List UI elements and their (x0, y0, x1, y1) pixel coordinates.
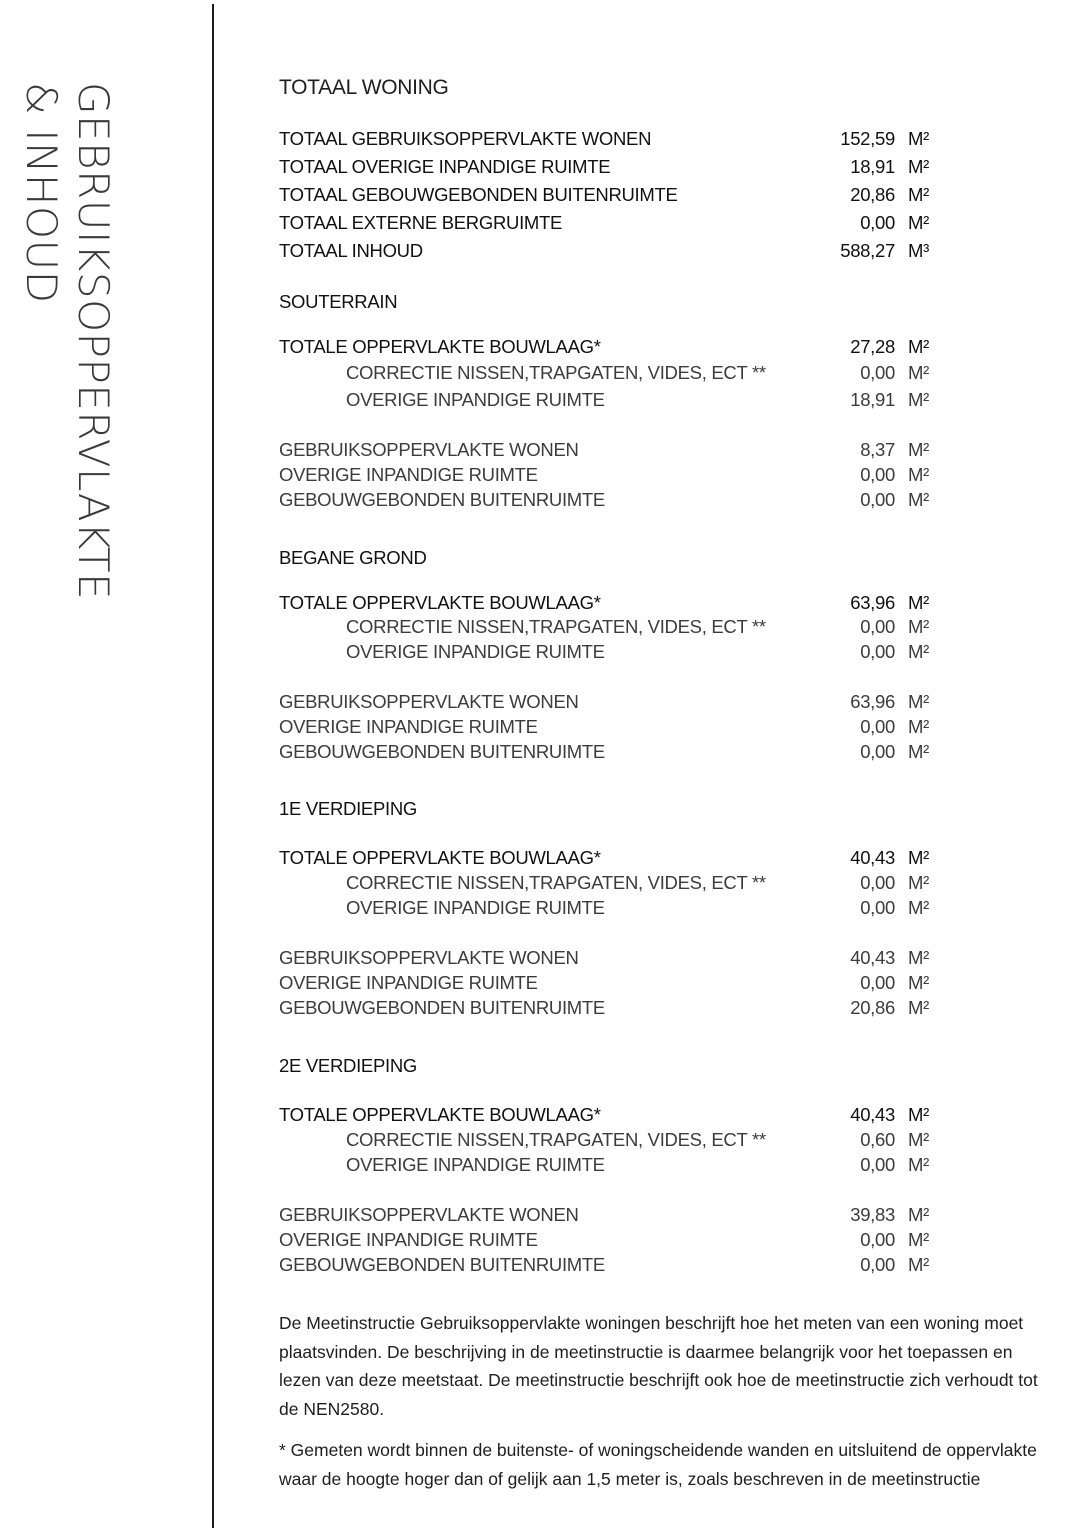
row-value: 20,86 (850, 184, 895, 205)
row-label: TOTALE OPPERVLAKTE BOUWLAAG* (279, 336, 601, 357)
row-value: 0,00 (860, 362, 895, 383)
row-value: 40,43 (850, 947, 895, 968)
row-unit: M² (908, 716, 929, 737)
floor-row (279, 691, 939, 715)
row-value: 0,00 (860, 464, 895, 485)
floor-row (279, 592, 939, 616)
row-label: TOTAAL OVERIGE INPANDIGE RUIMTE (279, 156, 611, 177)
row-label: CORRECTIE NISSEN,TRAPGATEN, VIDES, ECT ** (346, 616, 766, 637)
row-unit: M² (908, 897, 929, 918)
floor-row (279, 997, 939, 1021)
row-unit: M² (908, 641, 929, 662)
side-title-line1: GEBRUIKSOPPERVLAKTE (69, 82, 118, 601)
row-value: 40,43 (850, 847, 895, 868)
row-unit: M² (908, 336, 929, 357)
row-label: GEBOUWGEBONDEN BUITENRUIMTE (279, 997, 605, 1018)
row-unit: M² (908, 616, 929, 637)
floor-row (279, 1129, 939, 1153)
row-unit: M² (908, 1254, 929, 1275)
row-unit: M² (908, 1229, 929, 1250)
floor-heading: 1E VERDIEPING (279, 798, 417, 819)
floor-row (279, 716, 939, 740)
floor-heading: 2E VERDIEPING (279, 1055, 417, 1076)
floor-row (279, 1229, 939, 1253)
row-label: TOTALE OPPERVLAKTE BOUWLAAG* (279, 1104, 601, 1125)
row-label: GEBOUWGEBONDEN BUITENRUIMTE (279, 741, 605, 762)
row-unit: M² (908, 1104, 929, 1125)
row-value: 0,00 (860, 489, 895, 510)
row-unit: M² (908, 389, 929, 410)
row-value: 0,60 (860, 1129, 895, 1150)
row-label: OVERIGE INPANDIGE RUIMTE (346, 1154, 605, 1175)
floor-row (279, 872, 939, 896)
row-value: 8,37 (860, 439, 895, 460)
row-unit: M² (908, 741, 929, 762)
row-label: GEBOUWGEBONDEN BUITENRUIMTE (279, 489, 605, 510)
totals-row (279, 212, 939, 236)
row-value: 0,00 (860, 1154, 895, 1175)
row-label: CORRECTIE NISSEN,TRAPGATEN, VIDES, ECT ** (346, 1129, 766, 1150)
row-unit: M² (908, 847, 929, 868)
floor-row (279, 616, 939, 640)
row-unit: M² (908, 1129, 929, 1150)
row-value: 0,00 (860, 641, 895, 662)
row-value: 0,00 (860, 972, 895, 993)
row-unit: M² (908, 362, 929, 383)
row-value: 20,86 (850, 997, 895, 1018)
row-label: TOTAAL GEBRUIKSOPPERVLAKTE WONEN (279, 128, 652, 149)
row-label: OVERIGE INPANDIGE RUIMTE (346, 897, 605, 918)
floor-row (279, 847, 939, 871)
row-value: 18,91 (850, 156, 895, 177)
row-unit: M² (908, 691, 929, 712)
row-unit: M² (908, 489, 929, 510)
row-label: TOTAAL EXTERNE BERGRUIMTE (279, 212, 563, 233)
row-label: CORRECTIE NISSEN,TRAPGATEN, VIDES, ECT ** (346, 362, 766, 383)
row-unit: M² (908, 972, 929, 993)
floor-row (279, 439, 939, 463)
row-value: 0,00 (860, 616, 895, 637)
row-label: GEBRUIKSOPPERVLAKTE WONEN (279, 691, 579, 712)
row-label: GEBOUWGEBONDEN BUITENRUIMTE (279, 1254, 605, 1275)
row-value: 0,00 (860, 716, 895, 737)
measurement-instruction-note: De Meetinstructie Gebruiksoppervlakte woningen beschrijft hoe het meten van een woning moet plaatsvinden. De beschrijving in de meetinstructie is daarmee belangrijk voor het toepassen en lezen van deze meetstaat. De meetinstructie beschrijft ook hoe de meetinstructie zich verhoudt tot de NEN2580. (279, 1313, 1038, 1419)
row-label: TOTAAL INHOUD (279, 240, 423, 261)
floor-row (279, 1204, 939, 1228)
row-unit: M² (908, 212, 929, 233)
row-unit: M² (908, 1154, 929, 1175)
row-label: OVERIGE INPANDIGE RUIMTE (279, 1229, 538, 1250)
floor-row (279, 489, 939, 513)
row-unit: M² (908, 872, 929, 893)
floor-row (279, 741, 939, 765)
row-unit: M² (908, 128, 929, 149)
row-value: 0,00 (860, 897, 895, 918)
row-value: 152,59 (840, 128, 895, 149)
row-unit: M² (908, 947, 929, 968)
floor-row (279, 641, 939, 665)
footnote-measurement: * Gemeten wordt binnen de buitenste- of woningscheidende wanden en uitsluitend de oppervlakte waar de hoogte hoger dan of gelijk aan 1,5 meter is, zoals beschreven in de meetinstructie (279, 1440, 1037, 1489)
row-label: OVERIGE INPANDIGE RUIMTE (346, 641, 605, 662)
row-unit: M² (908, 592, 929, 613)
row-label: GEBRUIKSOPPERVLAKTE WONEN (279, 947, 579, 968)
row-value: 27,28 (850, 336, 895, 357)
row-label: GEBRUIKSOPPERVLAKTE WONEN (279, 439, 579, 460)
row-value: 63,96 (850, 691, 895, 712)
row-unit: M² (908, 156, 929, 177)
row-value: 63,96 (850, 592, 895, 613)
floor-row (279, 336, 939, 360)
row-label: OVERIGE INPANDIGE RUIMTE (346, 389, 605, 410)
row-unit: M² (908, 997, 929, 1018)
row-unit: M² (908, 184, 929, 205)
floor-row (279, 972, 939, 996)
side-title (17, 82, 120, 662)
row-unit: M² (908, 439, 929, 460)
row-label: OVERIGE INPANDIGE RUIMTE (279, 972, 538, 993)
row-unit: M³ (908, 240, 929, 261)
row-value: 0,00 (860, 872, 895, 893)
totals-row (279, 156, 939, 180)
row-value: 40,43 (850, 1104, 895, 1125)
row-label: TOTAAL GEBOUWGEBONDEN BUITENRUIMTE (279, 184, 678, 205)
floor-row (279, 897, 939, 921)
row-unit: M² (908, 1204, 929, 1225)
floor-heading: BEGANE GROND (279, 547, 427, 568)
vertical-divider (212, 4, 214, 1528)
floor-row (279, 1154, 939, 1178)
floor-row (279, 1254, 939, 1278)
row-unit: M² (908, 464, 929, 485)
row-value: 18,91 (850, 389, 895, 410)
floor-row (279, 389, 939, 413)
floor-row (279, 947, 939, 971)
row-label: OVERIGE INPANDIGE RUIMTE (279, 464, 538, 485)
row-value: 0,00 (860, 1254, 895, 1275)
row-value: 39,83 (850, 1204, 895, 1225)
row-label: TOTALE OPPERVLAKTE BOUWLAAG* (279, 592, 601, 613)
totals-heading: TOTAAL WONING (279, 76, 449, 99)
row-value: 0,00 (860, 1229, 895, 1250)
floor-row (279, 464, 939, 488)
floor-heading: SOUTERRAIN (279, 291, 398, 312)
row-label: GEBRUIKSOPPERVLAKTE WONEN (279, 1204, 579, 1225)
totals-row (279, 128, 939, 152)
floor-row (279, 362, 939, 386)
side-title-line2: & INHOUD (17, 82, 66, 304)
row-value: 588,27 (840, 240, 895, 261)
totals-row (279, 184, 939, 208)
floor-row (279, 1104, 939, 1128)
totals-row (279, 240, 939, 264)
row-label: CORRECTIE NISSEN,TRAPGATEN, VIDES, ECT ** (346, 872, 766, 893)
row-value: 0,00 (860, 212, 895, 233)
row-value: 0,00 (860, 741, 895, 762)
row-label: TOTALE OPPERVLAKTE BOUWLAAG* (279, 847, 601, 868)
row-label: OVERIGE INPANDIGE RUIMTE (279, 716, 538, 737)
